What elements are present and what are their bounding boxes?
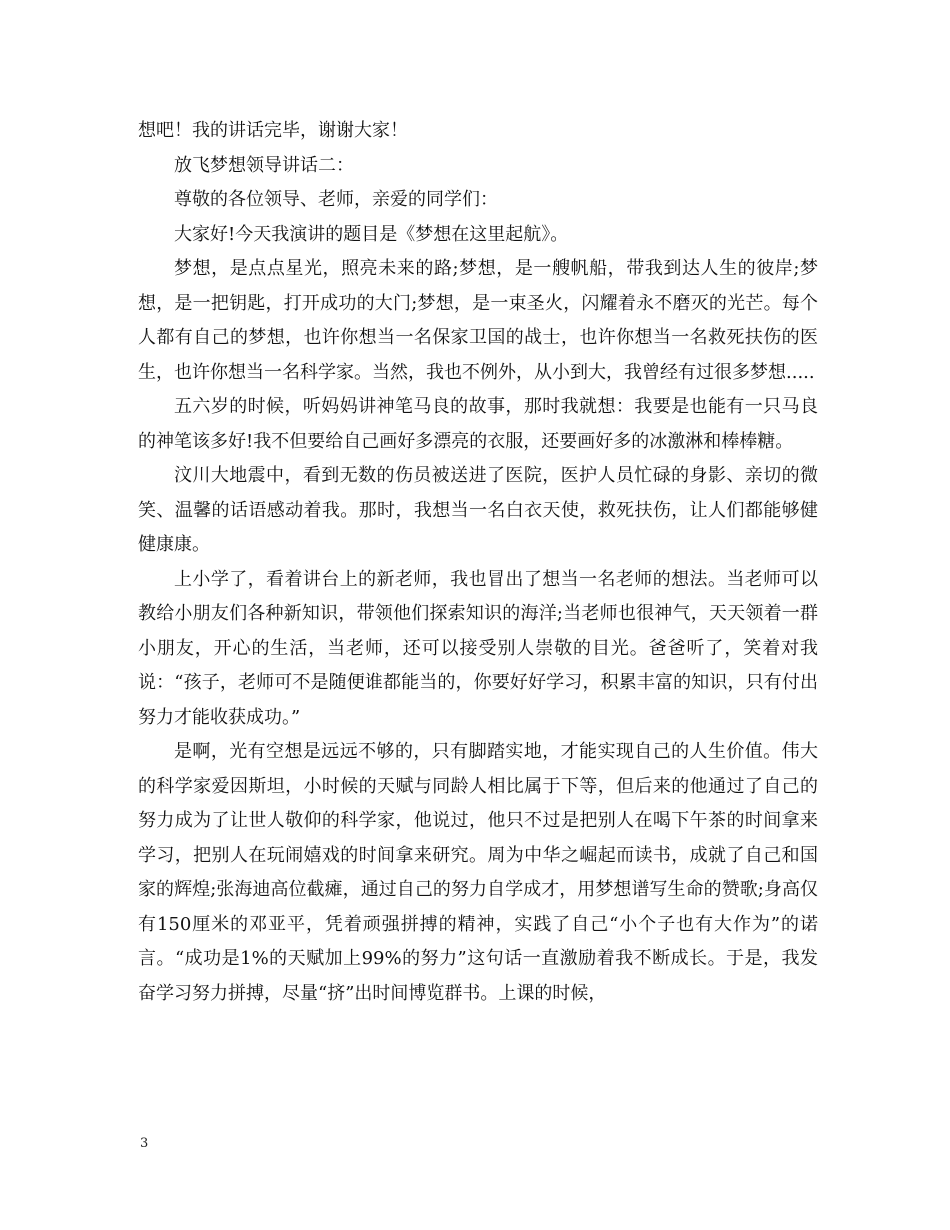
paragraph-magic-brush: 五六岁的时候，听妈妈讲神笔马良的故事，那时我就想：我要是也能有一只马良的神笔该多好!我不但要给自己画好多漂亮的衣服，还要画好多的冰激淋和棒棒糖。 [138,396,818,452]
body-text [138,114,818,1011]
paragraph-closing-line: 想吧！我的讲话完毕，谢谢大家！ [138,120,408,141]
page-number: 3 [140,1136,149,1151]
salutation: 尊敬的各位领导、老师，亲爱的同学们： [174,189,498,210]
paragraph-effort: 是啊，光有空想是远远不够的，只有脚踏实地，才能实现自己的人生价值。伟大的科学家爱因斯坦，小时候的天赋与同龄人相比属于下等，但后来的他通过了自己的努力成为了让世人敬仰的科学家，他说过，他只不过是把别人在喝下午茶的时间拿来学习，把别人在玩闹嬉戏的时间拿来研究。周为中华之崛起而读书，成就了自己和国家的辉煌;张海迪高位截瘫，通过自己的努力自学成才，用梦想谱写生命的赞歌;身高仅有150厘米的邓亚平，凭着顽强拼搏的精神，实践了自己“小个子也有大作为”的诺言。“成功是1%的天赋加上99%的努力”这句话一直激励着我不断成长。于是，我发奋学习努力拼搏，尽量“挤”出时间博览群书。上课的时候， [138,741,818,1004]
speech-title-intro: 大家好!今天我演讲的题目是《梦想在这里起航》。 [174,223,569,245]
paragraph-earthquake: 汶川大地震中，看到无数的伤员被送进了医院，医护人员忙碌的身影、亲切的微笑、温馨的话语感动着我。那时，我想当一名白衣天使，救死扶伤，让人们都能够健健康康。 [138,465,818,555]
paragraph-dreams: 梦想，是点点星光，照亮未来的路;梦想，是一艘帆船，带我到达人生的彼岸;梦想，是一把钥匙，打开成功的大门;梦想，是一束圣火，闪耀着永不磨灭的光芒。每个人都有自己的梦想，也许你想当一名保家卫国的战士，也许你想当一名救死扶伤的医生，也许你想当一名科学家。当然，我也不例外，从小到大，我曾经有过很多梦想..... [138,258,818,383]
section-heading: 放飞梦想领导讲话二： [174,154,354,176]
paragraph-teacher: 上小学了，看着讲台上的新老师，我也冒出了想当一名老师的想法。当老师可以教给小朋友们各种新知识，带领他们探索知识的海洋;当老师也很神气，天天领着一群小朋友，开心的生活，当老师，还可以接受别人崇敬的目光。爸爸听了，笑着对我说：“孩子，老师可不是随便谁都能当的，你要好好学习，积累丰富的知识，只有付出努力才能收获成功。” [138,568,818,728]
